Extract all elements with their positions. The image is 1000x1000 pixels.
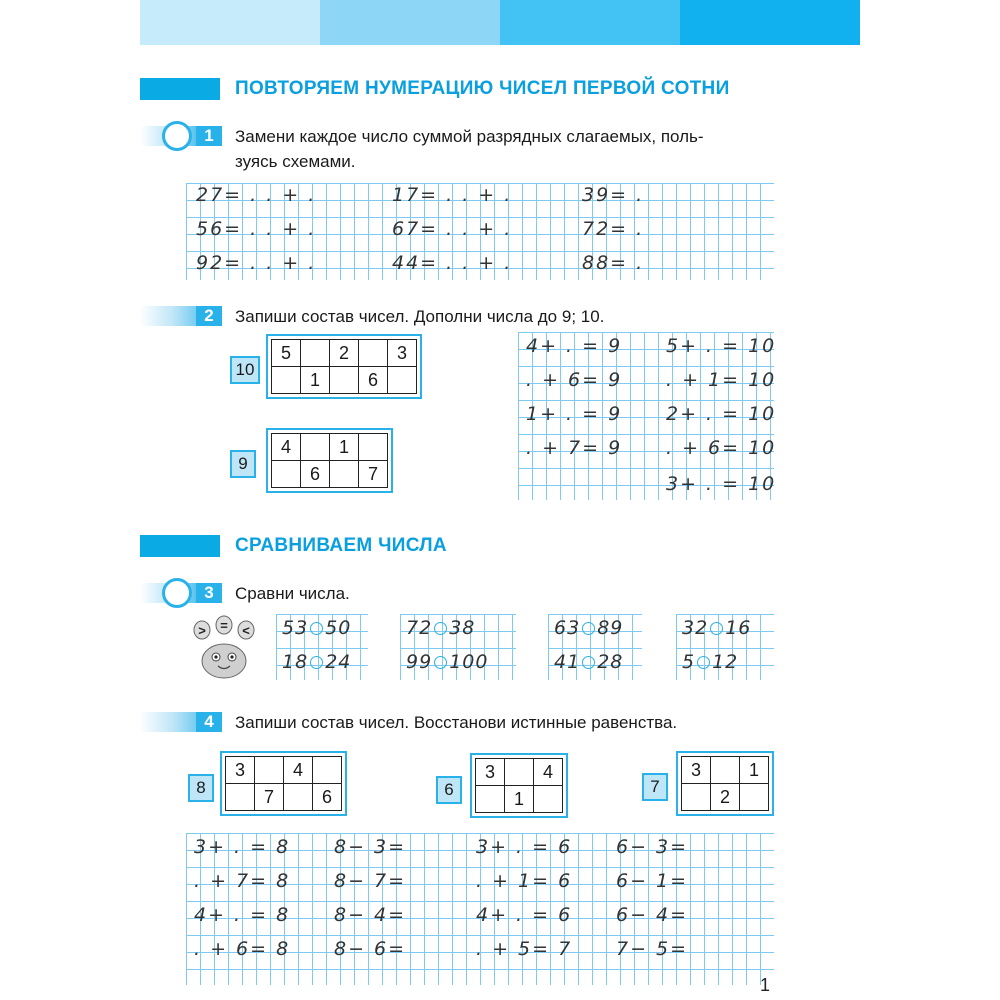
top-color-bar — [140, 0, 860, 45]
compare-left: 32 — [682, 617, 709, 639]
schema-cell — [313, 757, 342, 784]
compare-right: 100 — [449, 651, 489, 673]
schema-cell: 4 — [284, 757, 313, 784]
exercise-line: 8− 7= — [334, 870, 407, 892]
section-title-compare: СРАВНИВАЕМ ЧИСЛА — [235, 535, 447, 556]
exercise-line: 2+ . = 10 — [666, 403, 777, 425]
exercise-line: 8− 4= — [334, 904, 407, 926]
exercise-line: 4+ . = 6 — [476, 904, 573, 926]
schema-cell — [330, 461, 359, 488]
schema-cell — [388, 367, 417, 394]
number-composition-schema — [676, 751, 774, 816]
schema-cell: 6 — [359, 367, 388, 394]
exercise-line: 88= . — [582, 252, 645, 274]
task-text: Сравни числа. — [235, 584, 350, 603]
task-text: зуясь схемами. — [235, 152, 356, 171]
compare-right: 24 — [325, 651, 352, 673]
exercise-line: 17= . . + . — [392, 184, 513, 206]
compare-circle[interactable] — [697, 656, 710, 669]
page-number: 1 — [760, 975, 771, 995]
compare-circle[interactable] — [582, 622, 595, 635]
schema-cell: 3 — [682, 757, 711, 784]
schema-cell — [534, 786, 563, 813]
schema-cell: 6 — [313, 784, 342, 811]
schema-cell — [330, 367, 359, 394]
compare-pair — [282, 617, 351, 639]
compare-circle[interactable] — [434, 622, 447, 635]
schema-cell: 5 — [272, 340, 301, 367]
task-number: 4 — [196, 712, 222, 732]
top-bar-segment — [500, 0, 680, 45]
compare-right: 16 — [725, 617, 752, 639]
compare-left: 63 — [554, 617, 581, 639]
exercise-line: 4+ . = 8 — [194, 904, 291, 926]
exercise-line: 6− 3= — [616, 836, 689, 858]
schema-cell — [359, 340, 388, 367]
compare-pair — [282, 651, 351, 673]
compare-left: 53 — [282, 617, 309, 639]
schema-cell — [359, 434, 388, 461]
schema-cell — [272, 461, 301, 488]
task-number: 3 — [196, 583, 222, 603]
schema-cell — [272, 367, 301, 394]
top-bar-segment — [140, 0, 320, 45]
compare-circle[interactable] — [310, 656, 323, 669]
schema-cell — [284, 784, 313, 811]
compare-right: 89 — [597, 617, 624, 639]
exercise-line: . + 6= 8 — [194, 938, 291, 960]
exercise-line: 6− 4= — [616, 904, 689, 926]
exercise-line: 4+ . = 9 — [526, 335, 623, 357]
exercise-line: 92= . . + . — [196, 252, 317, 274]
compare-pair — [682, 617, 751, 639]
exercise-line: 8− 6= — [334, 938, 407, 960]
mascot-sign-equal: = — [220, 618, 228, 633]
exercise-line: 6− 1= — [616, 870, 689, 892]
schema-cell: 7 — [359, 461, 388, 488]
task-number: 1 — [196, 126, 222, 146]
compare-circle[interactable] — [710, 622, 723, 635]
exercise-line: 39= . — [582, 184, 645, 206]
schema-cell — [476, 786, 505, 813]
exercise-line: . + 6= 10 — [666, 437, 777, 459]
section-title-numbering: ПОВТОРЯЕМ НУМЕРАЦИЮ ЧИСЕЛ ПЕРВОЙ СОТНИ — [235, 78, 730, 99]
exercise-line: . + 1= 10 — [666, 369, 777, 391]
compare-left: 99 — [406, 651, 433, 673]
section-strip — [140, 535, 220, 557]
schema-cell: 4 — [272, 434, 301, 461]
number-box: 10 — [230, 356, 260, 384]
schema-cell: 7 — [255, 784, 284, 811]
compare-left: 18 — [282, 651, 309, 673]
schema-cell: 6 — [301, 461, 330, 488]
task-text: Запиши состав чисел. Восстанови истинные равенства. — [235, 713, 678, 732]
task-circle-icon — [162, 121, 192, 151]
schema-cell — [301, 340, 330, 367]
schema-cell — [740, 784, 769, 811]
compare-pair — [554, 651, 623, 673]
schema-cell: 4 — [534, 759, 563, 786]
compare-left: 41 — [554, 651, 581, 673]
compare-pair — [406, 651, 488, 673]
schema-cell — [711, 757, 740, 784]
exercise-line: . + 5= 7 — [476, 938, 573, 960]
exercise-line: 3+ . = 6 — [476, 836, 573, 858]
schema-cell — [682, 784, 711, 811]
exercise-line: 44= . . + . — [392, 252, 513, 274]
number-box: 6 — [436, 776, 462, 804]
schema-cell: 3 — [226, 757, 255, 784]
exercise-line: 72= . — [582, 218, 645, 240]
schema-cell: 2 — [711, 784, 740, 811]
number-composition-schema — [220, 751, 347, 816]
compare-circle[interactable] — [310, 622, 323, 635]
exercise-line: 7− 5= — [616, 938, 689, 960]
number-box: 8 — [188, 774, 214, 802]
schema-cell: 1 — [330, 434, 359, 461]
task-circle-icon — [162, 578, 192, 608]
compare-pair — [406, 617, 475, 639]
compare-right: 50 — [325, 617, 352, 639]
exercise-line: 3+ . = 10 — [666, 473, 777, 495]
compare-pair — [554, 617, 623, 639]
number-composition-schema — [266, 334, 422, 399]
compare-pair — [682, 651, 738, 673]
number-composition-schema — [470, 753, 568, 818]
number-box: 9 — [230, 450, 256, 478]
schema-cell: 2 — [330, 340, 359, 367]
schema-cell — [226, 784, 255, 811]
exercise-line: 8− 3= — [334, 836, 407, 858]
schema-cell — [505, 759, 534, 786]
compare-right: 12 — [712, 651, 739, 673]
exercise-line: . + 7= 8 — [194, 870, 291, 892]
task-number: 2 — [196, 306, 222, 326]
exercise-line: 1+ . = 9 — [526, 403, 623, 425]
compare-right: 38 — [449, 617, 476, 639]
schema-cell — [255, 757, 284, 784]
exercise-line: 27= . . + . — [196, 184, 317, 206]
mascot-illustration — [190, 615, 258, 679]
task-text: Замени каждое число суммой разрядных слагаемых, поль- — [235, 127, 704, 146]
top-bar-segment — [680, 0, 860, 45]
exercise-line: . + 7= 9 — [526, 437, 623, 459]
mascot-sign-greater: > — [198, 623, 206, 638]
task-text: Запиши состав чисел. Дополни числа до 9; 10. — [235, 307, 605, 326]
exercise-line: . + 1= 6 — [476, 870, 573, 892]
compare-circle[interactable] — [582, 656, 595, 669]
schema-cell — [301, 434, 330, 461]
compare-right: 28 — [597, 651, 624, 673]
exercise-line: 3+ . = 8 — [194, 836, 291, 858]
compare-left: 72 — [406, 617, 433, 639]
mascot-sign-less: < — [242, 623, 250, 638]
compare-left: 5 — [682, 651, 696, 673]
schema-cell: 3 — [388, 340, 417, 367]
exercise-line: 5+ . = 10 — [666, 335, 777, 357]
exercise-line: . + 6= 9 — [526, 369, 623, 391]
schema-cell: 1 — [740, 757, 769, 784]
top-bar-segment — [320, 0, 500, 45]
schema-cell: 3 — [476, 759, 505, 786]
section-strip — [140, 78, 220, 100]
schema-cell: 1 — [505, 786, 534, 813]
number-box: 7 — [642, 773, 668, 801]
compare-circle[interactable] — [434, 656, 447, 669]
exercise-line: 56= . . + . — [196, 218, 317, 240]
number-composition-schema — [266, 428, 393, 493]
exercise-line: 67= . . + . — [392, 218, 513, 240]
schema-cell: 1 — [301, 367, 330, 394]
